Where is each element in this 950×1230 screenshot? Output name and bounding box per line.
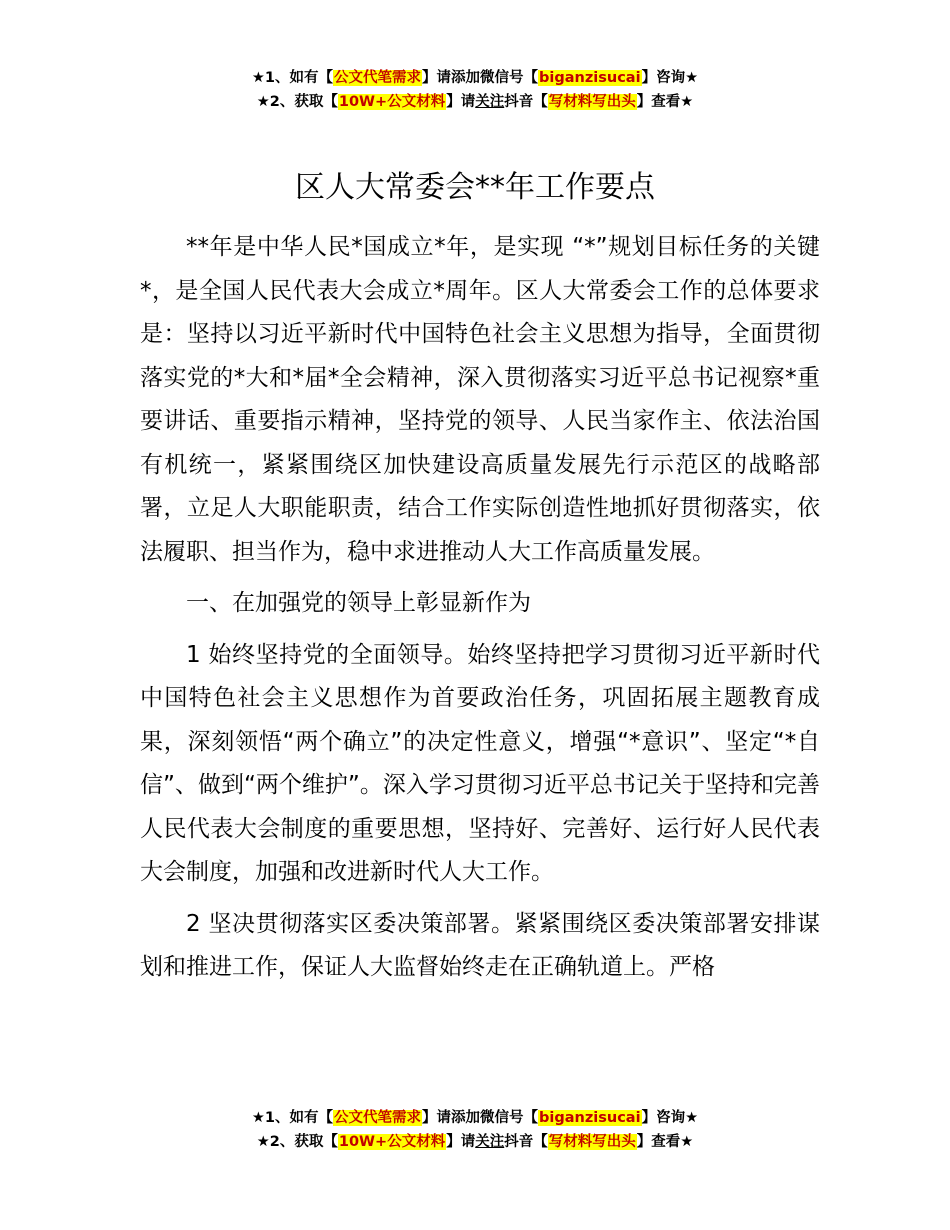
header-banner [0, 66, 950, 114]
banner-wechat-id: biganzisucai [539, 70, 641, 86]
banner-text: 】请 [446, 1134, 476, 1150]
document-body [140, 226, 820, 990]
banner-text: 】查看★ [636, 94, 694, 110]
banner-text: ★1、如有【 [251, 70, 334, 86]
banner-text: 抖音【 [504, 1134, 548, 1150]
footer-banner [0, 1106, 950, 1154]
banner-underlined: 关注 [475, 1134, 505, 1150]
banner-line-2 [0, 90, 950, 114]
banner-text: 抖音【 [504, 94, 548, 110]
banner-highlight: 写材料写出头 [548, 94, 636, 110]
banner-text: 】查看★ [636, 1134, 694, 1150]
banner-text: 】请添加微信号【 [422, 70, 539, 86]
banner-text: ★2、获取【 [256, 1134, 338, 1150]
section-heading: 一、在加强党的领导上彰显新作为 [186, 590, 531, 616]
banner-text: 】请 [446, 94, 476, 110]
document-title: 区人大常委会**年工作要点 [295, 170, 655, 205]
banner-line-1 [0, 1106, 950, 1130]
banner-text: ★2、获取【 [256, 94, 338, 110]
banner-highlight: 公文代笔需求 [334, 1110, 422, 1126]
banner-text: 】咨询★ [641, 70, 699, 86]
paragraph-item-1: 1 始终坚持党的全面领导。始终坚持把学习贯彻习近平新时代中国特色社会主义思想作为首要政治任务，巩固拓展主题教育成果，深刻领悟“两个确立”的决定性意义，增强“*意识”、坚定“*自信”、做到“两个维护”。深入学习贯彻习近平总书记关于坚持和完善人民代表大会制度的重要思想，坚持好、完善好、运行好人民代表大会制度，加强和改进新时代人大工作。 [140, 641, 820, 885]
banner-line-1 [0, 66, 950, 90]
banner-underlined: 关注 [475, 94, 505, 110]
banner-highlight: 10W+公文材料 [338, 1134, 446, 1150]
banner-text: 】请添加微信号【 [422, 1110, 539, 1126]
banner-highlight: 写材料写出头 [548, 1134, 636, 1150]
banner-text: 】咨询★ [641, 1110, 699, 1126]
banner-highlight: 10W+公文材料 [338, 94, 446, 110]
banner-wechat-id: biganzisucai [539, 1110, 641, 1126]
banner-highlight: 公文代笔需求 [334, 70, 422, 86]
paragraph-intro: **年是中华人民*国成立*年，是实现 “*”规划目标任务的关键*，是全国人民代表大会成立*周年。区人大常委会工作的总体要求是：坚持以习近平新时代中国特色社会主义思想为指导，全面贯彻落实党的*大和*届*全会精神，深入贯彻落实习近平总书记视察*重要讲话、重要指示精神，坚持党的领导、人民当家作主、依法治国有机统一，紧紧围绕区加快建设高质量发展先行示范区的战略部署，立足人大职能职责，结合工作实际创造性地抓好贯彻落实，依法履职、担当作为，稳中求进推动人大工作高质量发展。 [140, 234, 820, 565]
banner-line-2 [0, 1130, 950, 1154]
banner-text: ★1、如有【 [251, 1110, 334, 1126]
paragraph-item-2: 2 坚决贯彻落实区委决策部署。紧紧围绕区委决策部署安排谋划和推进工作，保证人大监督始终走在正确轨道上。严格 [140, 910, 820, 980]
